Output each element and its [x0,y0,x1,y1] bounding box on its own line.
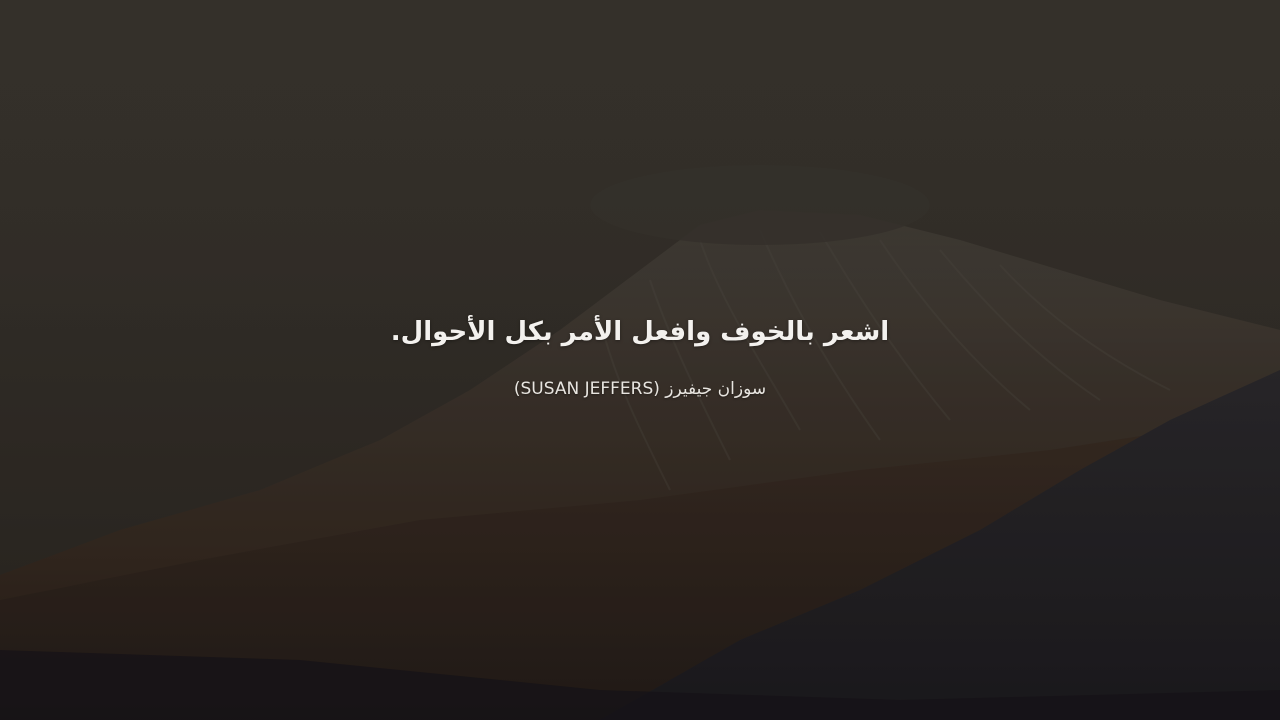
quote-block [0,300,1280,404]
quote-text: اشعر بالخوف وافعل الأمر بكل الأحوال. [390,317,890,347]
quote-author: سوزان جيفيرز (SUSAN JEFFERS) [513,379,767,399]
